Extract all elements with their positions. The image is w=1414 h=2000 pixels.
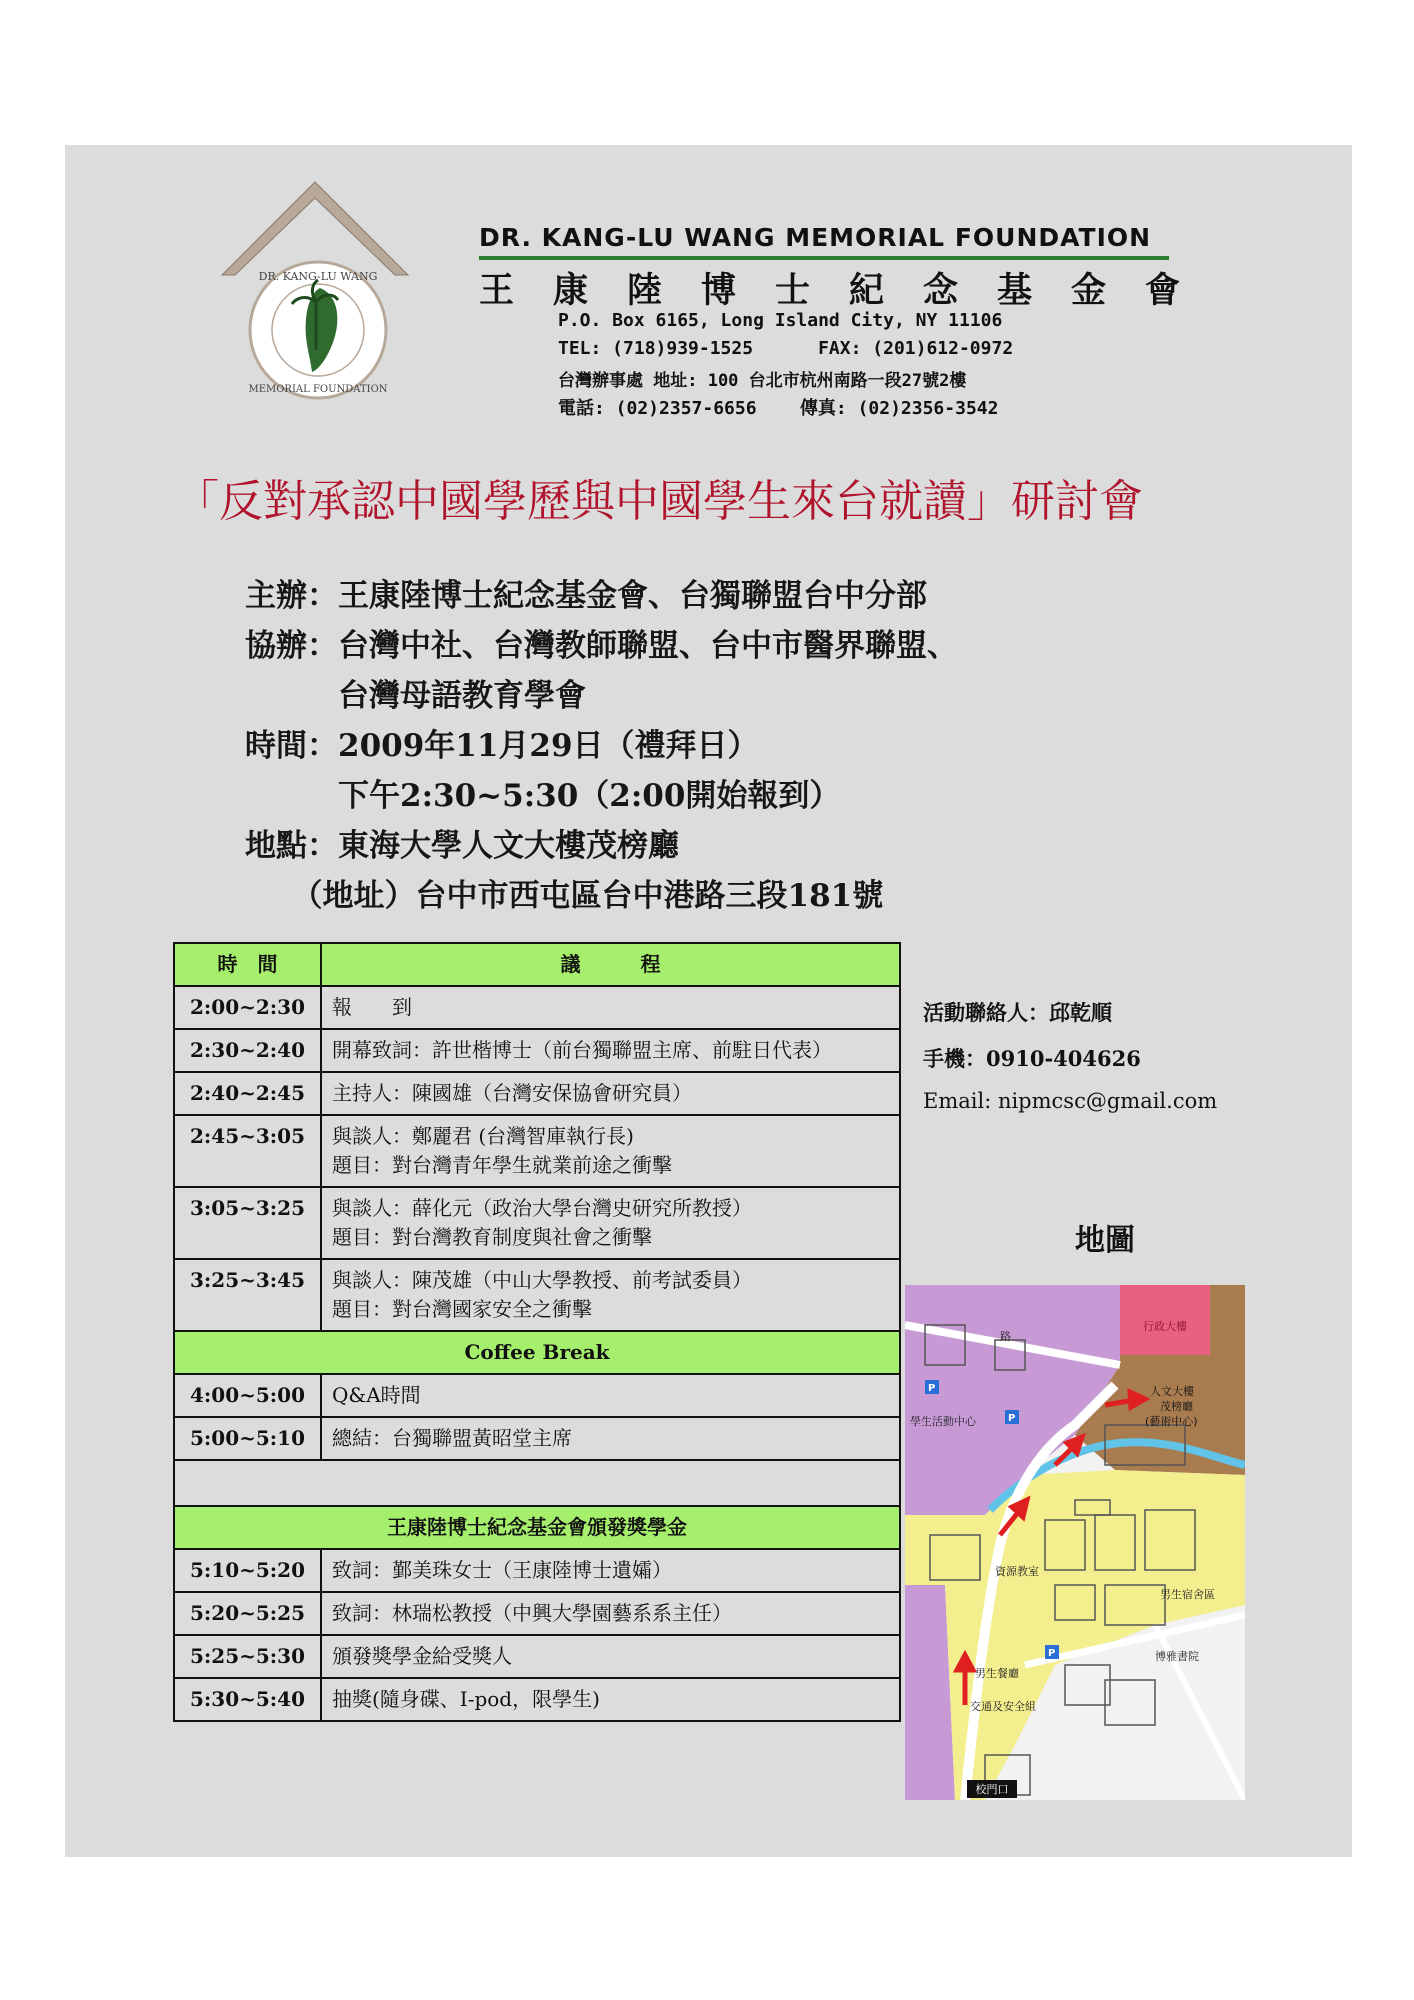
row-time: 5:25~5:30 (174, 1635, 321, 1678)
info-organizer: 主辦：王康陸博士紀念基金會、台獨聯盟台中分部 (245, 578, 927, 614)
speaker: 與談人：薛化元（政治大學台灣史研究所教授） (332, 1196, 752, 1220)
map-label-hum3: (藝術中心) (1145, 1415, 1198, 1428)
event-title: 「反對承認中國學歷與中國學生來台就讀」研討會 (175, 476, 1143, 527)
map-label-dining: 男生餐廳 (975, 1667, 1019, 1680)
map-label-road: 路 (1000, 1330, 1011, 1343)
row-time: 2:40~2:45 (174, 1072, 321, 1115)
info-coorganizer: 協辦：台灣中社、台灣教師聯盟、台中市醫界聯盟、 (245, 628, 958, 664)
table-header-row (174, 943, 900, 986)
info-coorganizer-cont: 台灣母語教育學會 (245, 678, 586, 714)
map-label-resource: 資源教室 (995, 1565, 1039, 1578)
agenda-table (173, 942, 901, 1722)
row-item: 致詞：鄞美珠女士（王康陸博士遺孀） (321, 1549, 900, 1592)
contact-phone: 手機：0910-404626 (923, 1046, 1141, 1071)
contact-email: Email: nipmcsc@gmail.com (923, 1089, 1218, 1113)
row-time: 2:00~2:30 (174, 986, 321, 1029)
blank-row (174, 1460, 900, 1506)
parking-icon: P (928, 1383, 936, 1394)
topic: 題目：對台灣國家安全之衝擊 (332, 1297, 592, 1321)
row-item (321, 1259, 900, 1331)
parking-icon: P (1048, 1648, 1056, 1659)
address-line: 電話: (02)2357-6656 傳真: (02)2356-3542 (558, 398, 999, 419)
table-row (174, 1374, 900, 1417)
header-program: 議 程 (321, 943, 900, 986)
map-label-admin: 行政大樓 (1143, 1320, 1187, 1333)
row-time: 2:45~3:05 (174, 1115, 321, 1187)
table-row (174, 1072, 900, 1115)
header-time: 時 間 (174, 943, 321, 986)
speaker: 與談人：鄭麗君 (台灣智庫執行長) (332, 1124, 634, 1148)
speaker: 與談人：陳茂雄（中山大學教授、前考試委員） (332, 1268, 752, 1292)
address-line: 台灣辦事處 地址: 100 台北市杭州南路一段27號2樓 (558, 371, 967, 391)
row-item: 開幕致詞：許世楷博士（前台獨聯盟主席、前駐日代表） (321, 1029, 900, 1072)
map-label-hum2: 茂榜廳 (1160, 1400, 1193, 1413)
poster (65, 145, 1352, 1857)
topic: 題目：對台灣青年學生就業前途之衝擊 (332, 1153, 672, 1177)
contact-person: 活動聯絡人：邱乾順 (923, 1000, 1112, 1025)
row-item: 報 到 (321, 986, 900, 1029)
map-label-activity: 學生活動中心 (910, 1415, 976, 1428)
row-item (321, 1187, 900, 1259)
table-row (174, 1029, 900, 1072)
coffee-break: Coffee Break (174, 1331, 900, 1374)
topic: 題目：對台灣教育制度與社會之衝擊 (332, 1225, 652, 1249)
row-time: 4:00~5:00 (174, 1374, 321, 1417)
table-row (174, 1549, 900, 1592)
row-item: 總結：台獨聯盟黃昭堂主席 (321, 1417, 900, 1460)
row-time: 5:10~5:20 (174, 1549, 321, 1592)
row-item: 致詞：林瑞松教授（中興大學園藝系系主任） (321, 1592, 900, 1635)
org-name-zh: 王康陸博士紀念基金會 (479, 271, 1220, 311)
map-label-boya: 博雅書院 (1155, 1650, 1199, 1663)
row-time: 2:30~2:40 (174, 1029, 321, 1072)
row-item (321, 1115, 900, 1187)
info-time: 下午2:30~5:30（2:00開始報到） (245, 778, 841, 814)
info-date: 時間：2009年11月29日（禮拜日） (245, 728, 759, 764)
row-time: 5:00~5:10 (174, 1417, 321, 1460)
logo-text-bottom: MEMORIAL FOUNDATION (248, 384, 388, 395)
table-row (174, 1259, 900, 1331)
campus-map (905, 1285, 1245, 1800)
row-item: Q&A時間 (321, 1374, 900, 1417)
row-time: 5:30~5:40 (174, 1678, 321, 1721)
org-underline (479, 256, 1169, 260)
logo-text-top: DR. KANG-LU WANG (258, 270, 378, 283)
row-time: 5:20~5:25 (174, 1592, 321, 1635)
info-address: （地址）台中市西屯區台中港路三段181號 (245, 878, 884, 914)
scholarship-row (174, 1506, 900, 1549)
info-venue: 地點：東海大學人文大樓茂榜廳 (245, 828, 679, 864)
row-item: 主持人：陳國雄（台灣安保協會研究員） (321, 1072, 900, 1115)
org-name-en: DR. KANG-LU WANG MEMORIAL FOUNDATION (479, 223, 1152, 252)
table-row (174, 1417, 900, 1460)
scholarship-band: 王康陸博士紀念基金會頒發獎學金 (174, 1506, 900, 1549)
table-row (174, 1187, 900, 1259)
map-label-dorm: 男生宿舍區 (1160, 1588, 1215, 1601)
map-label-gate: 校門口 (975, 1783, 1009, 1796)
table-row (174, 1592, 900, 1635)
table-row (174, 1635, 900, 1678)
table-row (174, 986, 900, 1029)
address-line: TEL: (718)939-1525 FAX: (201)612-0972 (558, 338, 1014, 359)
parking-icon: P (1008, 1413, 1016, 1424)
foundation-logo (220, 180, 410, 420)
map-label-hum1: 人文大樓 (1150, 1385, 1194, 1398)
table-row (174, 1678, 900, 1721)
row-item: 抽獎(隨身碟、I-pod，限學生) (321, 1678, 900, 1721)
address-line: P.O. Box 6165, Long Island City, NY 11106 (558, 310, 1003, 331)
map-title: 地圖 (1075, 1223, 1135, 1258)
row-time: 3:05~3:25 (174, 1187, 321, 1259)
row-item: 頒發獎學金給受獎人 (321, 1635, 900, 1678)
table-row (174, 1115, 900, 1187)
row-time: 3:25~3:45 (174, 1259, 321, 1331)
map-label-traffic: 交通及安全組 (970, 1700, 1036, 1713)
coffee-break-row (174, 1331, 900, 1374)
